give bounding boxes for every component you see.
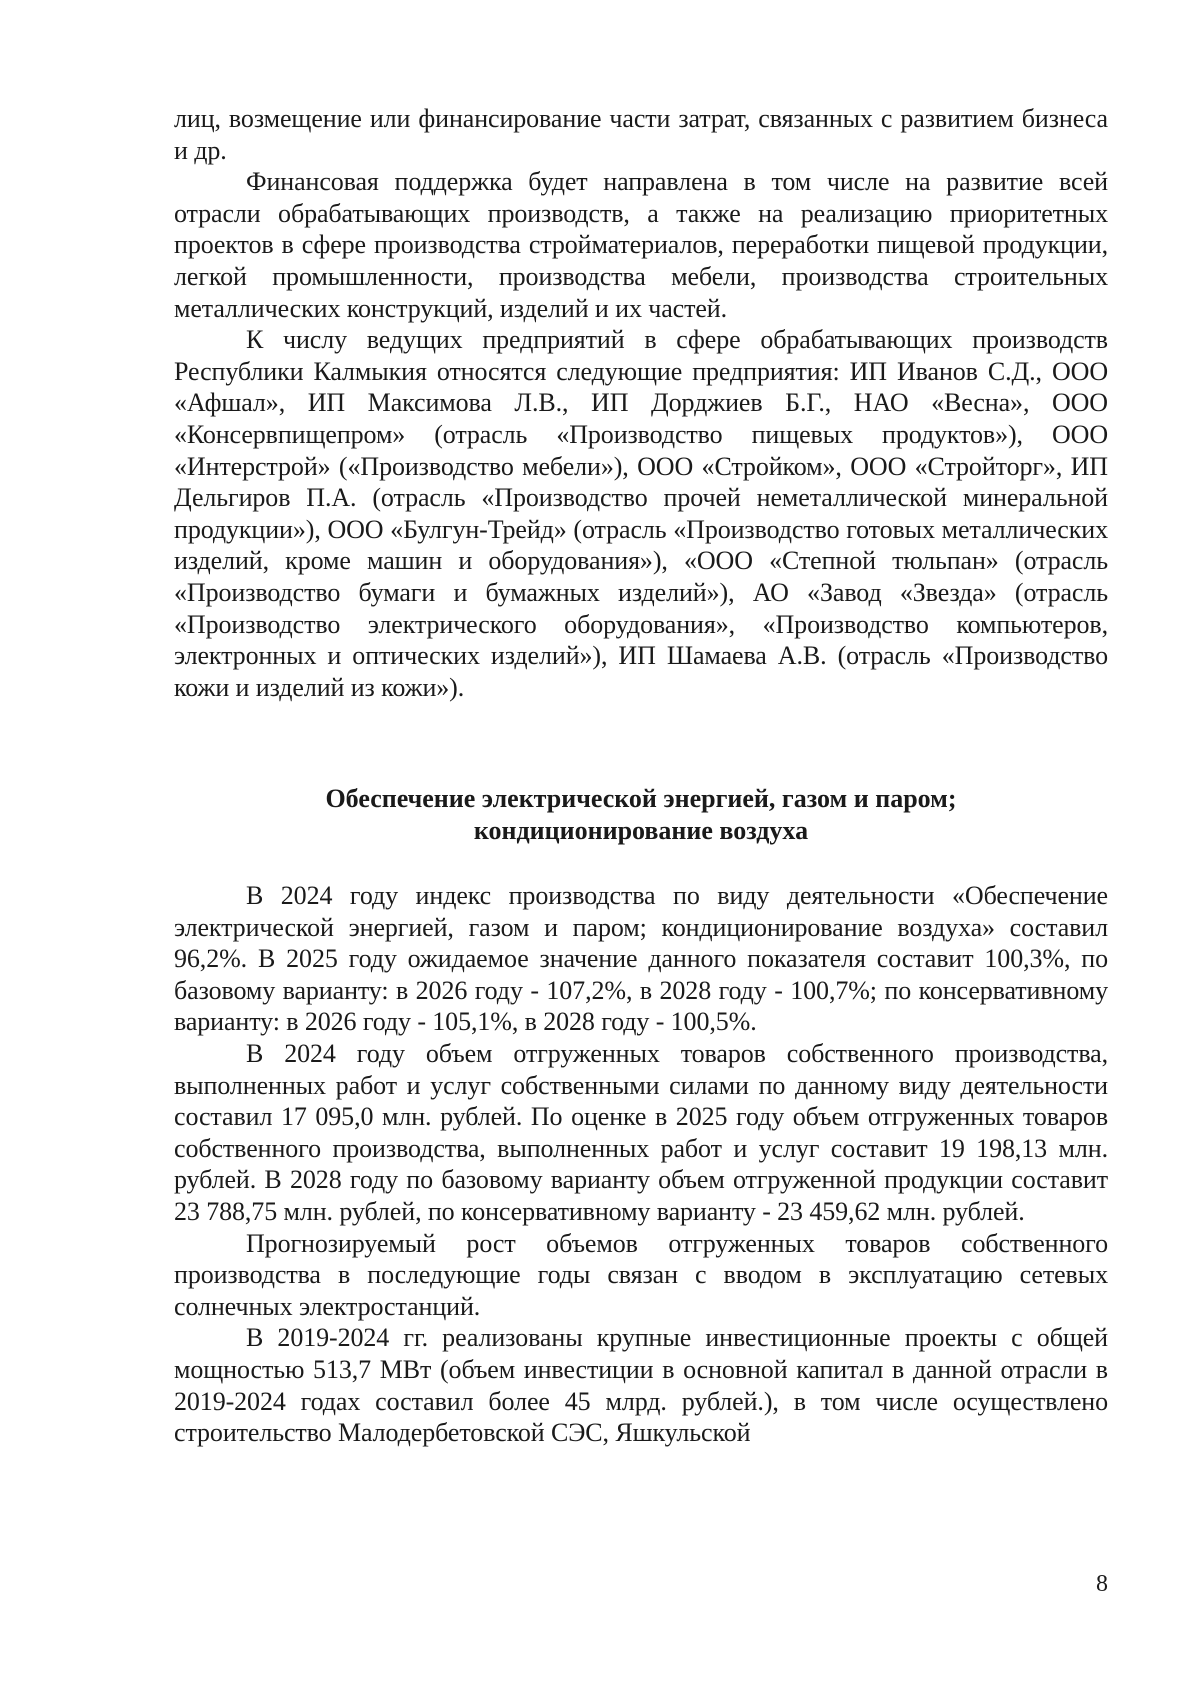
section-heading-line: Обеспечение электрической энергией, газом и паром; — [325, 784, 957, 813]
paragraph: В 2024 году индекс производства по виду деятельности «Обеспечение электрической энергией, газом и паром; кондиционирование воздуха» составил 96,2%. В 2025 году ожидаемое значение данного показателя составит 100,3%, по базовому варианту: в 2026 году - 107,2%, в 2028 году - 100,7%; по консервативному варианту: в 2026 году - 105,1%, в 2028 году - 100,5%. — [174, 881, 1108, 1037]
paragraph: В 2024 году объем отгруженных товаров собственного производства, выполненных работ и услуг собственными силами по данному виду деятельности составил 17 095,0 млн. рублей. По оценке в 2025 году объем отгруженных товаров собственного производства, выполненных работ и услуг составит 19 198,13 млн. рублей. В 2028 году по базовому варианту объем отгруженной продукции составит 23 788,75 млн. рублей, по консервативному варианту - 23 459,62 млн. рублей. — [174, 1038, 1108, 1226]
paragraph: К числу ведущих предприятий в сфере обрабатывающих производств Республики Калмыкия относятся следующие предприятия: ИП Иванов С.Д., ООО «Афшал», ИП Максимова Л.В., ИП Дорджиев Б.Г., НАО «Весна», ООО «Консервпищепром» (отрасль «Производство пищевых продуктов»), ООО «Интерстрой» («Производство мебели»), ООО «Стройком», ООО «Стройторг», ИП Дельгиров П.А. (отрасль «Производство прочей неметаллической минеральной продукции»), ООО «Булгун-Трейд» (отрасль «Производство готовых металлических изделий, кроме машин и оборудования»), «ООО «Степной тюльпан» (отрасль «Производство бумаги и бумажных изделий»), АО «Завод «Звезда» (отрасль «Производство электрического оборудования», «Производство компьютеров, электронных и оптических изделий»), ИП Шамаева А.В. (отрасль «Производство кожи и изделий из кожи»). — [174, 325, 1108, 702]
paragraph: Прогнозируемый рост объемов отгруженных товаров собственного производства в последующие годы связан с вводом в эксплуатацию сетевых солнечных электростанций. — [174, 1228, 1108, 1321]
paragraph: лиц, возмещение или финансирование части затрат, связанных с развитием бизнеса и др. — [174, 104, 1108, 165]
paragraph: Финансовая поддержка будет направлена в том числе на развитие всей отрасли обрабатывающих производств, а также на реализацию приоритетных проектов в сфере производства стройматериалов, переработки пищевой продукции, легкой промышленности, производства мебели, производства строительных металлических конструкций, изделий и их частей. — [174, 167, 1108, 323]
section-heading-line: кондиционирование воздуха — [473, 816, 809, 845]
body-text-top — [174, 103, 1108, 703]
page-number: 8 — [1096, 1571, 1108, 1597]
body-text-bottom — [174, 880, 1108, 1449]
paragraph: В 2019-2024 гг. реализованы крупные инвестиционные проекты с общей мощностью 513,7 МВт (объем инвестиции в основной капитал в данной отрасли в 2019-2024 годах составил более 45 млрд. рублей.), в том числе осуществлено строительство Малодербетовской СЭС, Яшкульской — [174, 1323, 1108, 1448]
section-heading — [174, 783, 1108, 847]
